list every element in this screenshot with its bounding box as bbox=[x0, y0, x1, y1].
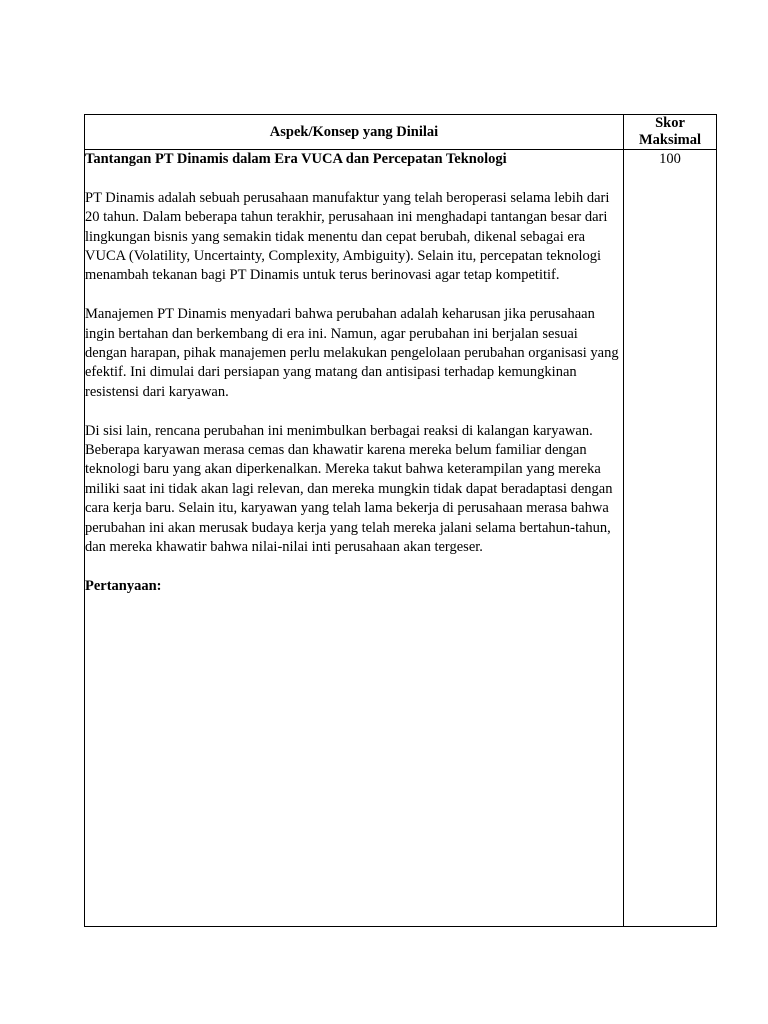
assessment-table bbox=[84, 114, 717, 927]
table-body-row bbox=[85, 150, 717, 927]
header-skor-line2: Maksimal bbox=[638, 132, 702, 148]
skor-cell: 100 bbox=[624, 150, 717, 927]
case-paragraph-3: Di sisi lain, rencana perubahan ini menimbulkan berbagai reaksi di kalangan karyawan. Beberapa karyawan merasa cemas dan khawatir karena mereka belum familiar dengan teknologi baru yang akan diperkenalkan. Mereka takut bahwa keterampilan yang mereka miliki saat ini tidak akan lagi relevan, dan mereka mungkin tidak dapat beradaptasi dengan cara kerja baru. Selain itu, karyawan yang telah lama bekerja di perusahaan merasa bahwa perubahan ini akan merusak budaya kerja yang telah mereka jalani selama bertahun-tahun, dan mereka khawatir bahwa nilai-nilai inti perusahaan akan tergeser. bbox=[85, 422, 613, 556]
table-header-row bbox=[85, 115, 717, 150]
header-aspek: Aspek/Konsep yang Dinilai bbox=[85, 115, 624, 150]
header-skor-line1: Skor bbox=[655, 115, 685, 131]
case-title: Tantangan PT Dinamis dalam Era VUCA dan Percepatan Teknologi bbox=[85, 151, 507, 167]
header-skor bbox=[624, 115, 717, 150]
question-label: Pertanyaan: bbox=[85, 577, 162, 594]
aspek-cell bbox=[85, 150, 624, 927]
case-paragraph-2: Manajemen PT Dinamis menyadari bahwa perubahan adalah keharusan jika perusahaan ingin bertahan dan berkembang di era ini. Namun, agar perubahan ini berjalan sesuai dengan harapan, pihak manajemen perlu melakukan pengelolaan perubahan organisasi yang efektif. Ini dimulai dari persiapan yang matang dan antisipasi terhadap kemungkinan resistensi dari karyawan. bbox=[85, 306, 619, 400]
case-paragraph-1: PT Dinamis adalah sebuah perusahaan manufaktur yang telah beroperasi selama lebih dari 20 tahun. Dalam beberapa tahun terakhir, perusahaan ini menghadapi tantangan besar dari lingkungan bisnis yang semakin tidak menentu dan cepat berubah, dikenal sebagai era VUCA (Volatility, Uncertainty, Complexity, Ambiguity). Selain itu, percepatan teknologi menambah tekanan bagi PT Dinamis untuk terus berinovasi agar tetap kompetitif. bbox=[85, 189, 610, 284]
